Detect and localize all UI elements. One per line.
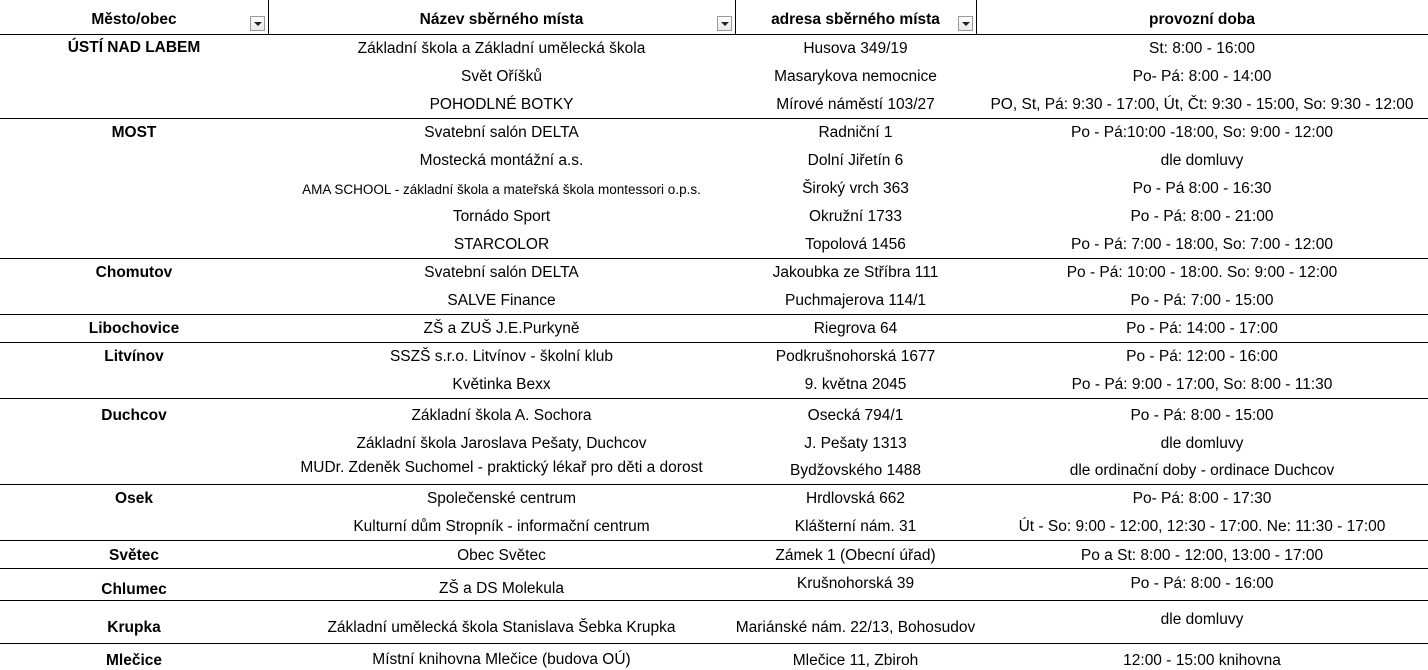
cell-hours[interactable]: Po - Pá: 10:00 - 18:00. So: 9:00 - 12:00 xyxy=(1066,264,1338,281)
cell-city[interactable]: Krupka xyxy=(107,619,161,636)
cell-address[interactable]: Husova 349/19 xyxy=(803,40,908,57)
filter-dropdown-address[interactable] xyxy=(958,16,973,31)
cell-address[interactable]: Hrdlovská 662 xyxy=(805,490,906,507)
cell-city[interactable]: Mlečice xyxy=(105,652,162,669)
cell-hours[interactable]: Po - Pá 8:00 - 16:30 xyxy=(1132,180,1272,197)
grid-line xyxy=(0,118,1428,119)
cell-city[interactable]: Litvínov xyxy=(104,348,164,365)
cell-name[interactable]: Místní knihovna Mlečice (budova OÚ) xyxy=(372,651,631,668)
cell-address[interactable]: Mlečice 11, Zbiroh xyxy=(792,652,919,669)
cell-city[interactable]: MOST xyxy=(111,124,157,141)
chevron-down-icon xyxy=(962,22,970,26)
cell-hours[interactable]: Po - Pá: 8:00 - 15:00 xyxy=(1130,407,1274,424)
cell-city[interactable]: Osek xyxy=(115,490,153,507)
grid-line xyxy=(0,342,1428,343)
cell-hours[interactable]: Po - Pá: 8:00 - 21:00 xyxy=(1130,208,1274,225)
cell-name[interactable]: AMA SCHOOL - základní škola a mateřská škola montessori o.p.s. xyxy=(302,182,701,197)
cell-city[interactable]: ÚSTÍ NAD LABEM xyxy=(67,39,201,56)
cell-name[interactable]: SALVE Finance xyxy=(447,292,556,309)
header-divider xyxy=(268,0,269,34)
cell-address[interactable]: Mariánské nám. 22/13, Bohosudov xyxy=(735,619,976,636)
header-divider xyxy=(735,0,736,34)
header-city[interactable]: Město/obec xyxy=(91,11,177,28)
grid-line xyxy=(0,540,1428,541)
cell-address[interactable]: Klášterní nám. 31 xyxy=(794,518,917,535)
cell-name[interactable]: POHODLNÉ BOTKY xyxy=(429,96,574,113)
cell-name[interactable]: Kulturní dům Stropník - informační centrum xyxy=(353,518,650,535)
cell-hours[interactable]: Po - Pá: 9:00 - 17:00, So: 8:00 - 11:30 xyxy=(1071,376,1333,393)
header-hours[interactable]: provozní doba xyxy=(1149,11,1255,28)
cell-hours[interactable]: Po - Pá: 14:00 - 17:00 xyxy=(1126,320,1278,337)
header-name[interactable]: Název sběrného místa xyxy=(419,11,584,28)
cell-name[interactable]: Svatební salón DELTA xyxy=(424,264,579,281)
grid-line xyxy=(0,398,1428,399)
header-divider xyxy=(976,0,977,34)
cell-hours[interactable]: dle domluvy xyxy=(1160,152,1244,169)
grid-line xyxy=(0,34,1428,35)
cell-hours[interactable]: Po - Pá:10:00 -18:00, So: 9:00 - 12:00 xyxy=(1071,124,1333,141)
cell-name[interactable]: Květinka Bexx xyxy=(452,376,551,393)
chevron-down-icon xyxy=(254,22,262,26)
cell-name[interactable]: Svět Oříšků xyxy=(461,68,542,85)
cell-name[interactable]: Základní škola Jaroslava Pešaty, Duchcov xyxy=(356,435,647,452)
grid-line xyxy=(0,568,1428,569)
grid-line xyxy=(0,314,1428,315)
cell-address[interactable]: Masarykova nemocnice xyxy=(774,68,937,85)
cell-hours[interactable]: St: 8:00 - 16:00 xyxy=(1149,40,1255,57)
cell-name[interactable]: ZŠ a ZUŠ J.E.Purkyně xyxy=(423,320,580,337)
cell-hours[interactable]: Po- Pá: 8:00 - 14:00 xyxy=(1132,68,1272,85)
chevron-down-icon xyxy=(721,22,729,26)
cell-city[interactable]: Duchcov xyxy=(101,407,167,424)
cell-name[interactable]: Svatební salón DELTA xyxy=(424,124,579,141)
cell-name[interactable]: Základní škola A. Sochora xyxy=(411,407,592,424)
grid-line xyxy=(0,258,1428,259)
cell-name[interactable]: SSZŠ s.r.o. Litvínov - školní klub xyxy=(389,348,614,365)
grid-line xyxy=(0,643,1428,644)
cell-city[interactable]: Libochovice xyxy=(88,320,180,337)
cell-name[interactable]: Společenské centrum xyxy=(426,490,577,507)
cell-name[interactable]: Tornádo Sport xyxy=(452,208,551,225)
cell-name[interactable]: Základní umělecká škola Stanislava Šebka Krupka xyxy=(327,619,676,636)
cell-address[interactable]: Bydžovského 1488 xyxy=(790,462,921,479)
cell-hours[interactable]: Po - Pá: 7:00 - 15:00 xyxy=(1130,292,1274,309)
cell-address[interactable]: Zámek 1 (Obecní úřad) xyxy=(775,547,936,564)
cell-hours[interactable]: dle domluvy xyxy=(1160,611,1244,628)
cell-hours[interactable]: dle ordinační doby - ordinace Duchcov xyxy=(1069,462,1335,479)
cell-address[interactable]: Široký vrch 363 xyxy=(802,180,909,197)
cell-address[interactable]: Okružní 1733 xyxy=(808,208,903,225)
cell-city[interactable]: Chomutov xyxy=(95,264,173,281)
filter-dropdown-city[interactable] xyxy=(250,16,265,31)
cell-address[interactable]: Topolová 1456 xyxy=(805,236,906,253)
cell-hours[interactable]: 12:00 - 15:00 knihovna xyxy=(1123,652,1281,669)
cell-city[interactable]: Chlumec xyxy=(101,581,167,598)
cell-address[interactable]: Radniční 1 xyxy=(818,124,893,141)
cell-address[interactable]: 9. května 2045 xyxy=(804,376,907,393)
cell-hours[interactable]: Po- Pá: 8:00 - 17:30 xyxy=(1132,490,1272,507)
cell-name[interactable]: STARCOLOR xyxy=(453,236,550,253)
cell-name[interactable]: ZŠ a DS Molekula xyxy=(439,580,564,597)
cell-name[interactable]: Základní škola a Základní umělecká škola xyxy=(357,40,646,57)
cell-hours[interactable]: PO, St, Pá: 9:30 - 17:00, Út, Čt: 9:30 - 15:00, So: 9:30 - 12:00 xyxy=(990,96,1414,113)
cell-name[interactable]: Mostecká montážní a.s. xyxy=(419,152,584,169)
cell-hours[interactable]: Út - So: 9:00 - 12:00, 12:30 - 17:00. Ne: 11:30 - 17:00 xyxy=(1018,518,1386,535)
cell-address[interactable]: Mírové náměstí 103/27 xyxy=(776,96,935,113)
cell-hours[interactable]: Po - Pá: 8:00 - 16:00 xyxy=(1130,575,1274,592)
cell-hours[interactable]: Po - Pá: 12:00 - 16:00 xyxy=(1126,348,1278,365)
cell-address[interactable]: Puchmajerova 114/1 xyxy=(784,292,927,309)
cell-address[interactable]: Osecká 794/1 xyxy=(807,407,904,424)
cell-address[interactable]: Dolní Jiřetín 6 xyxy=(807,152,904,169)
header-row xyxy=(0,0,1428,34)
cell-name[interactable]: Obec Světec xyxy=(457,547,546,564)
filter-dropdown-name[interactable] xyxy=(717,16,732,31)
grid-line xyxy=(0,600,1428,601)
cell-city[interactable]: Světec xyxy=(109,547,159,564)
cell-name[interactable]: MUDr. Zdeněk Suchomel - praktický lékař pro děti a dorost xyxy=(300,459,703,476)
cell-address[interactable]: Jakoubka ze Stříbra 111 xyxy=(772,264,939,281)
cell-hours[interactable]: Po - Pá: 7:00 - 18:00, So: 7:00 - 12:00 xyxy=(1071,236,1333,253)
cell-address[interactable]: J. Pešaty 1313 xyxy=(804,435,907,452)
cell-address[interactable]: Riegrova 64 xyxy=(813,320,898,337)
cell-hours[interactable]: dle domluvy xyxy=(1160,435,1244,452)
cell-hours[interactable]: Po a St: 8:00 - 12:00, 13:00 - 17:00 xyxy=(1080,547,1324,564)
cell-address[interactable]: Podkrušnohorská 1677 xyxy=(775,348,936,365)
header-address[interactable]: adresa sběrného místa xyxy=(771,11,940,28)
grid-line xyxy=(0,484,1428,485)
cell-address[interactable]: Krušnohorská 39 xyxy=(796,575,915,592)
